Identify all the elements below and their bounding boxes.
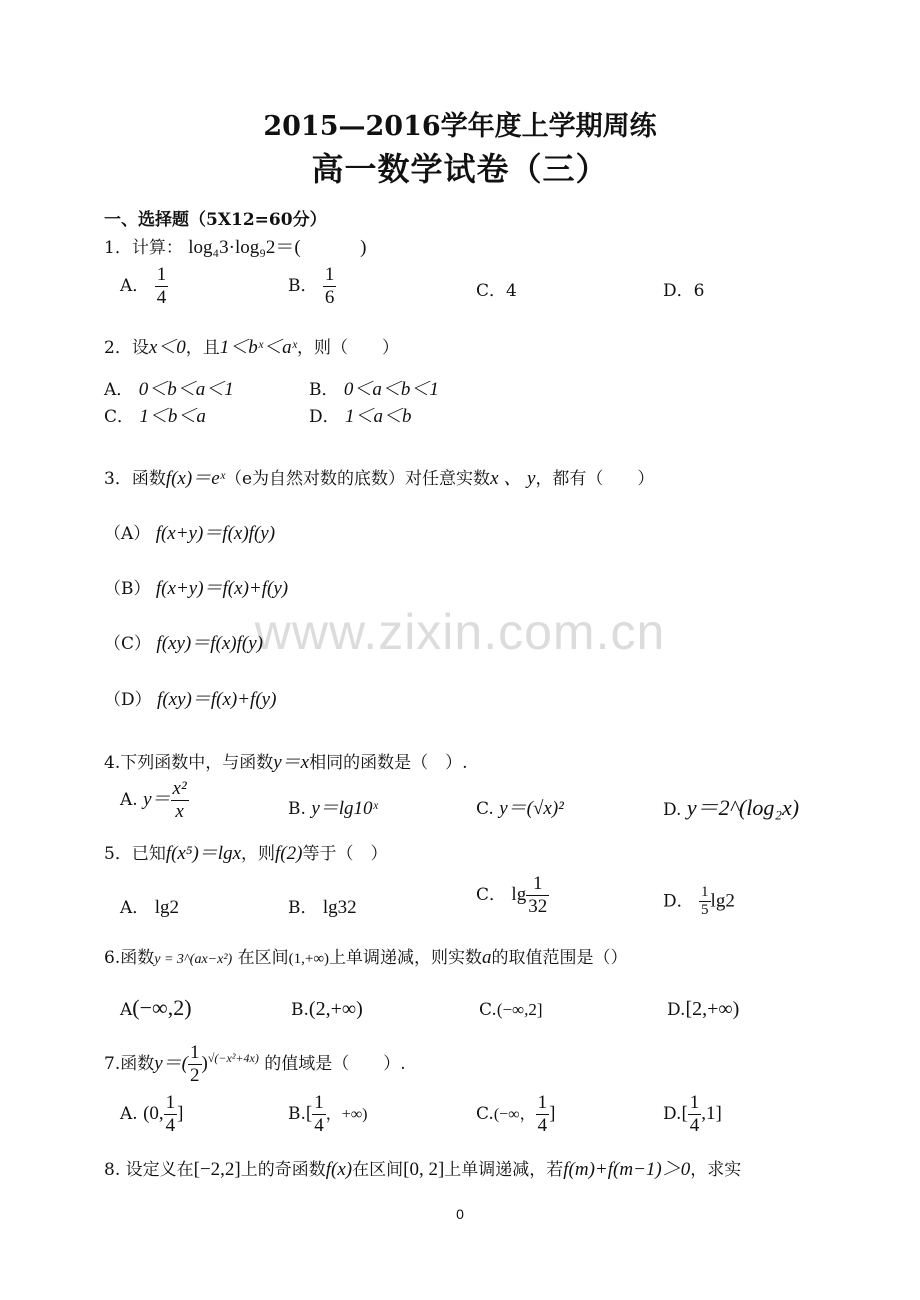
question-2-connector: ，且: [185, 338, 220, 358]
option-label: D.: [663, 800, 682, 820]
fraction-denominator: 4: [689, 1114, 700, 1136]
option-rhs: lg2: [710, 890, 735, 912]
option-lhs: [: [681, 1102, 688, 1124]
option-value: (2,+∞): [308, 998, 363, 1020]
question-2-option-b: [309, 374, 439, 401]
option-label: B．: [288, 898, 318, 918]
fraction-numerator: 1: [165, 1092, 176, 1113]
question-4-option-c: [476, 793, 564, 820]
question-8-interval-2: [0, 2]: [403, 1159, 445, 1180]
question-2-end: ，则（ ）: [297, 338, 399, 358]
question-5-prefix: 5．已知: [104, 844, 166, 864]
question-7-option-d: [663, 1092, 722, 1137]
question-8-text: 8. 设定义在: [104, 1160, 194, 1180]
option-value: 1＜a＜b: [345, 406, 412, 427]
question-4-prefix: 4.下列函数中，与函数: [104, 753, 274, 773]
option-label: C.: [476, 1103, 494, 1124]
option-label: D.: [667, 1000, 686, 1020]
question-7-stem: [104, 1042, 406, 1087]
fraction: [171, 778, 189, 823]
fraction-numerator: 1: [314, 1092, 324, 1113]
fraction: [312, 1092, 326, 1137]
option-value: 1＜b＜a: [139, 406, 206, 427]
title-line-1: 2015—2016学年度上学期周练: [263, 111, 657, 142]
question-6-option-b: [291, 998, 363, 1021]
option-label: B.: [291, 1000, 309, 1020]
page-number: 0: [456, 1206, 464, 1222]
question-1-expression: log₄3·log₉2＝(: [188, 237, 301, 258]
option-label: B.: [288, 799, 306, 819]
option-value: 0＜a＜b＜1: [343, 379, 439, 400]
option-label: A.: [120, 789, 138, 810]
option-label: A．: [104, 380, 134, 400]
question-4-option-d: [663, 791, 799, 822]
question-3-function: f(x)＝eˣ: [165, 468, 225, 489]
option-lhs: y＝: [143, 788, 171, 810]
option-value: lg32: [322, 897, 357, 918]
question-4-option-a: [120, 778, 189, 823]
question-6-option-d: [667, 998, 739, 1021]
question-1-prefix: 1．计算：: [104, 238, 183, 258]
fraction-numerator: 1: [190, 1042, 200, 1063]
fraction-numerator: 1: [699, 884, 711, 902]
question-5-option-c: [476, 873, 549, 918]
option-lhs: lg: [511, 883, 527, 905]
fraction: [155, 264, 169, 309]
question-3-option-b: [104, 573, 288, 600]
question-2-option-a: [104, 374, 234, 401]
question-7-option-c: [476, 1092, 555, 1137]
fraction-numerator: x²: [172, 778, 187, 799]
question-7-function-rhs: ): [201, 1052, 208, 1074]
fraction-denominator: 5: [701, 902, 709, 919]
option-value: f(x+y)＝f(x)+f(y): [155, 578, 289, 599]
question-8-interval: [−2,2]: [193, 1159, 241, 1180]
option-label: A．: [120, 275, 150, 296]
fraction-denominator: 6: [324, 286, 335, 308]
question-1-stem: [104, 232, 366, 259]
option-value: f(x+y)＝f(x)f(y): [155, 523, 276, 544]
fraction-numerator: 1: [537, 1092, 548, 1113]
question-7-prefix: 7.函数: [104, 1053, 155, 1074]
option-lhs: [: [305, 1102, 313, 1124]
question-7-option-b: [288, 1092, 368, 1137]
fraction-denominator: 4: [537, 1114, 548, 1136]
option-label: C.: [479, 1000, 497, 1020]
question-3-option-d: [104, 684, 276, 711]
option-label: D．: [309, 407, 340, 427]
option-label: C．: [104, 407, 135, 427]
question-8-text: ，求实: [690, 1160, 742, 1180]
option-label: A: [120, 1000, 133, 1020]
question-8-text: 上单调递减，若: [444, 1160, 564, 1180]
option-value: f(xy)＝f(x)+f(y): [157, 689, 277, 710]
question-1-option-b: [288, 264, 336, 309]
question-2-option-d: [309, 401, 412, 428]
question-2-condition-2: 1＜bˣ＜aˣ: [219, 337, 297, 358]
option-label: B．: [288, 275, 318, 296]
option-value: f(xy)＝f(x)f(y): [156, 633, 263, 654]
fraction-denominator: 4: [165, 1114, 176, 1136]
fraction: [164, 1092, 178, 1137]
question-1-blank-close: ): [360, 237, 367, 258]
fraction: [526, 873, 549, 918]
question-7-end: 的值域是（ ）.: [264, 1053, 406, 1074]
option-label: （D）: [104, 690, 152, 710]
option-label: A.: [120, 1103, 138, 1124]
question-5-end: 等于（ ）: [302, 844, 388, 864]
option-label: C．: [476, 884, 507, 905]
question-4-function: y＝x: [273, 752, 310, 773]
question-8-text: 上的奇函数: [240, 1160, 326, 1180]
question-1-option-a: [120, 264, 168, 309]
fraction-denominator: 4: [314, 1114, 324, 1136]
option-label: （C）: [104, 634, 152, 654]
section-heading: 一、选择题（5X12=60分）: [104, 210, 327, 230]
question-8-text: 在区间: [352, 1160, 404, 1180]
fraction-denominator: 32: [528, 895, 548, 917]
question-8-function: f(x): [325, 1159, 353, 1180]
fraction-numerator: 1: [324, 264, 335, 285]
question-7-exponent: √(−x²+4x): [207, 1051, 259, 1066]
fraction-denominator: 4: [156, 286, 167, 308]
question-7-function-lhs: y＝(: [154, 1052, 188, 1074]
option-rhs: ]: [549, 1102, 556, 1124]
question-6-prefix: 6.函数: [104, 948, 155, 968]
option-value: lg2: [154, 897, 179, 918]
question-4-option-b: [288, 793, 378, 820]
option-rhs: ,1]: [701, 1102, 722, 1124]
question-3-stem: [104, 463, 654, 490]
question-6-variable: a: [482, 947, 492, 968]
fraction-numerator: 1: [156, 264, 167, 285]
option-value: (−∞,2]: [496, 1000, 543, 1019]
question-4-end: 相同的函数是（ ）.: [309, 753, 468, 773]
question-6-end: 的取值范围是（）: [491, 948, 628, 968]
question-6-stem: [104, 943, 628, 969]
question-6-interval: (1,+∞): [288, 951, 330, 967]
question-4-stem: [104, 747, 468, 774]
option-label: D．: [663, 891, 694, 912]
question-5-condition: f(x⁵)＝lgx: [165, 843, 242, 864]
fraction-numerator: 1: [526, 873, 549, 896]
option-label: C.: [476, 799, 494, 819]
question-6-connector-2: 上单调递减，则实数: [329, 948, 483, 968]
option-label: A．: [120, 898, 150, 918]
question-1-option-c: C．4: [476, 281, 517, 301]
question-7-option-a: [120, 1092, 184, 1137]
fraction: [536, 1092, 550, 1137]
question-6-function: y = 3^(ax−x²): [154, 952, 233, 967]
question-5-option-a: [120, 893, 179, 919]
fraction-denominator: x: [175, 800, 184, 822]
question-6-option-c: [479, 1000, 543, 1020]
question-3-end: ，都有（ ）: [535, 469, 655, 489]
fraction: [688, 1092, 702, 1137]
question-3-variables: x 、 y: [490, 468, 536, 489]
option-value: 0＜b＜a＜1: [138, 379, 234, 400]
option-rhs: ，+∞): [325, 1105, 368, 1123]
question-2-option-c: [104, 401, 206, 428]
option-lhs: (−∞，: [493, 1105, 536, 1123]
title-line-2: 高一数学试卷（三）: [311, 150, 609, 188]
option-label: B.: [288, 1103, 306, 1124]
question-3-option-c: [104, 628, 263, 655]
option-value: y＝lg10ˣ: [311, 798, 378, 819]
question-2-stem: [104, 332, 399, 359]
question-3-note: （e为自然对数的底数）对任意实数: [225, 469, 491, 489]
question-8-stem: [104, 1154, 741, 1181]
watermark: www.zixin.com.cn: [254, 604, 666, 660]
question-2-condition-1: x＜0: [148, 337, 186, 358]
fraction: [699, 884, 711, 920]
option-label: B．: [309, 380, 339, 400]
question-8-condition: f(m)+f(m−1)＞0: [563, 1159, 691, 1180]
option-value: y＝(√x)²: [499, 798, 564, 819]
option-value: [2,+∞): [685, 998, 740, 1020]
fraction: [188, 1042, 202, 1087]
option-value: (−∞,2): [132, 995, 192, 1020]
option-label: （B）: [104, 579, 151, 599]
option-label: D.: [663, 1103, 682, 1124]
question-6-connector: 在区间: [237, 948, 289, 968]
question-2-prefix: 2．设: [104, 338, 149, 358]
question-5-option-d: [663, 884, 735, 920]
question-5-option-b: [288, 893, 357, 919]
question-6-option-a: [120, 995, 192, 1021]
question-3-option-a: [104, 518, 275, 545]
question-3-prefix: 3．函数: [104, 469, 166, 489]
option-value: y＝2^(log₂x): [686, 795, 800, 820]
question-5-stem: [104, 838, 387, 865]
option-label: （A）: [104, 524, 151, 544]
question-1-option-d: D．6: [663, 281, 705, 301]
question-5-connector: ，则: [241, 844, 276, 864]
fraction-denominator: 2: [190, 1064, 200, 1086]
fraction: [323, 264, 337, 309]
option-lhs: (0,: [143, 1102, 164, 1124]
fraction-numerator: 1: [689, 1092, 700, 1113]
option-rhs: ]: [177, 1102, 184, 1124]
question-5-target: f(2): [275, 843, 303, 864]
